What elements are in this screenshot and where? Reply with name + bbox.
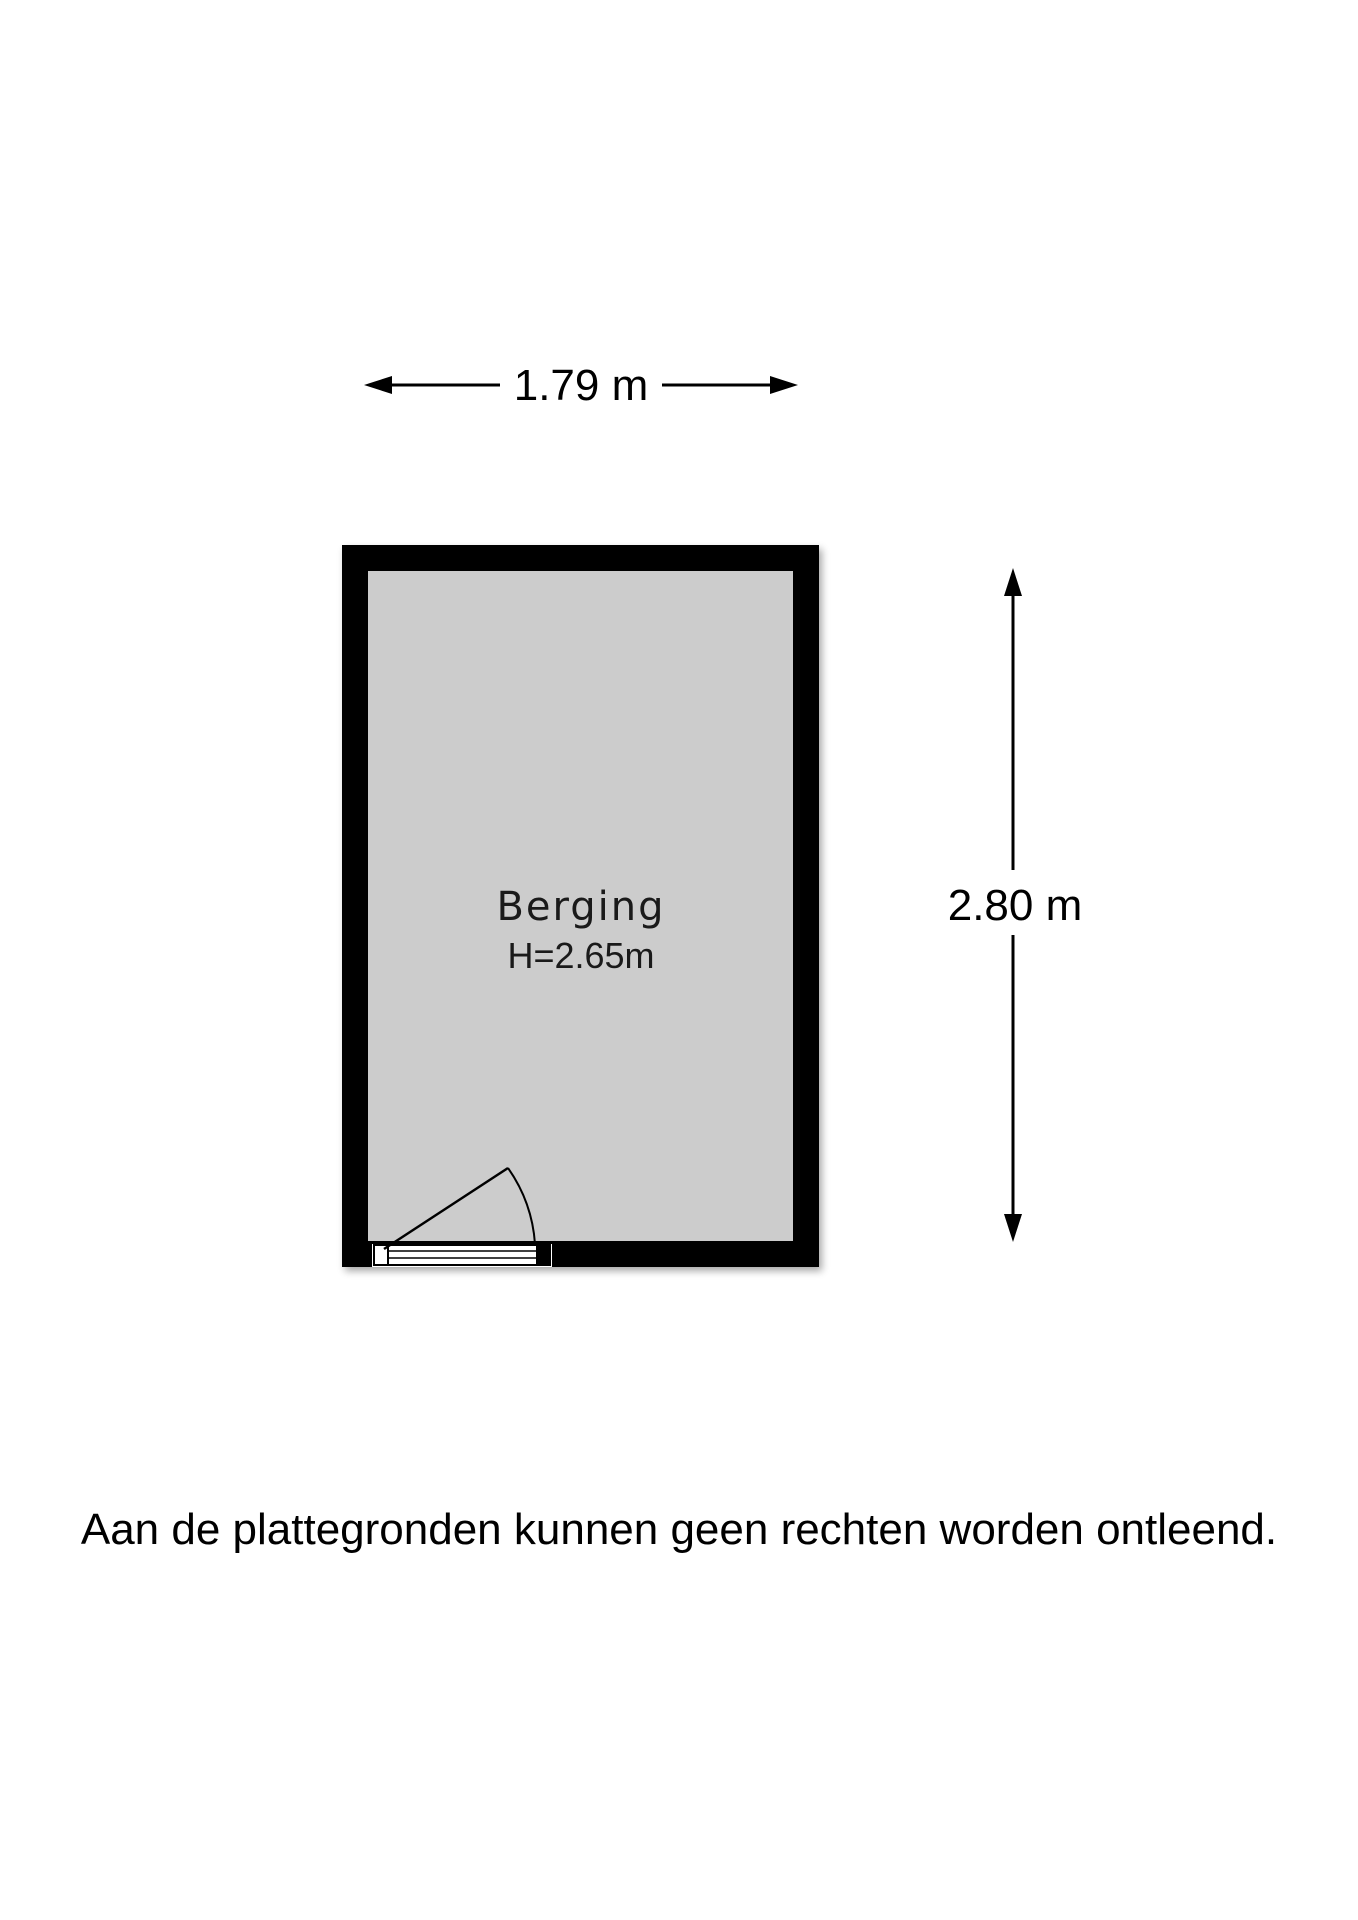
- room-name: Berging: [496, 884, 666, 930]
- length-arrowhead-top: [1004, 568, 1022, 596]
- length-dimension-label: 2.80 m: [947, 881, 1083, 930]
- door-jamb-right: [536, 1245, 550, 1265]
- width-arrowhead-left: [364, 376, 392, 394]
- length-dimension: [948, 568, 1083, 1242]
- door-threshold: [374, 1245, 550, 1265]
- width-dimension-label: 1.79 m: [513, 361, 649, 410]
- length-arrowhead-bottom: [1004, 1214, 1022, 1242]
- room-height: H=2.65m: [507, 935, 655, 976]
- disclaimer: Aan de plattegronden kunnen geen rechten worden ontleend.: [80, 1505, 1278, 1554]
- width-arrowhead-right: [770, 376, 798, 394]
- width-dimension: [364, 361, 798, 410]
